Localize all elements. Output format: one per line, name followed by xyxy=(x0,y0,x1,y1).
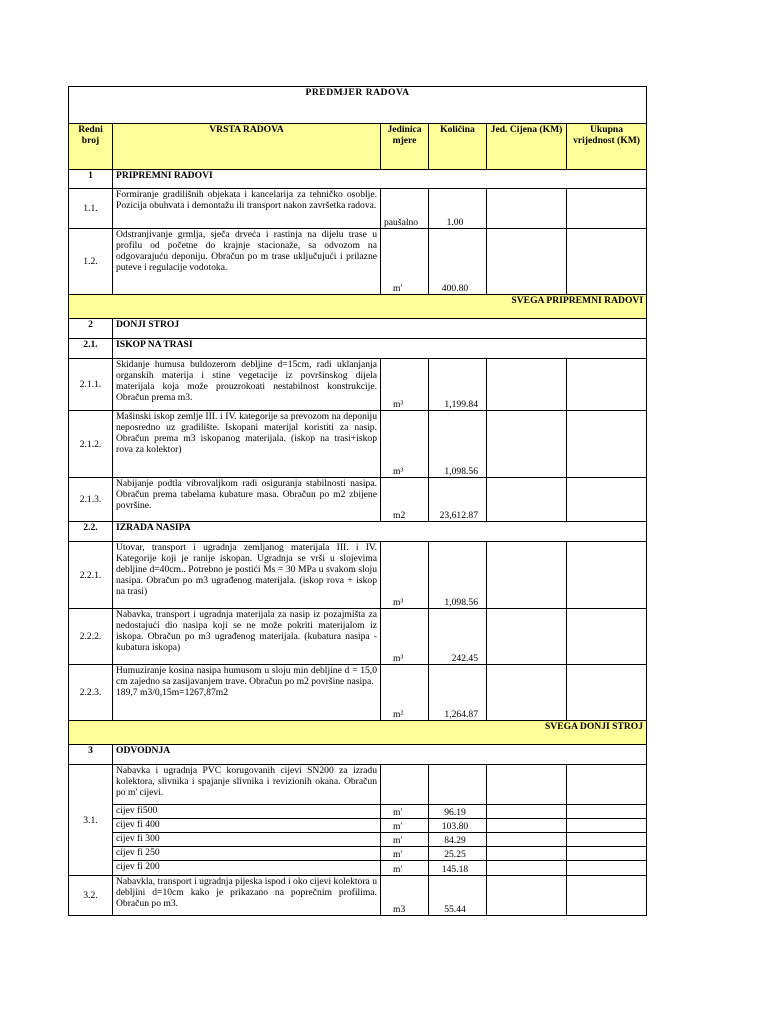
pipe-label: cijev fi500 xyxy=(113,805,381,819)
item-number: 2.1.2. xyxy=(69,411,113,478)
table-row xyxy=(69,411,647,478)
item-total xyxy=(567,609,647,665)
item-number: 2.2.2. xyxy=(69,609,113,665)
section-title: PRIPREMNI RADOVI xyxy=(113,170,647,189)
pipe-unit-price xyxy=(487,805,567,819)
header-ukupna-vrijednost: Ukupna vrijednost (KM) xyxy=(567,124,647,170)
item-quantity: 23,612.87 xyxy=(429,478,487,522)
section-total-row xyxy=(69,295,647,319)
item-quantity: 1,098.56 xyxy=(429,542,487,609)
table-row xyxy=(69,609,647,665)
header-redni-broj: Redni broj xyxy=(69,124,113,170)
item-total xyxy=(567,542,647,609)
pipe-label: cijev fi 300 xyxy=(113,833,381,847)
header-row xyxy=(69,124,647,170)
item-unit xyxy=(381,765,429,805)
item-description: Formiranje gradilišnih objekata i kancelarija za tehničko osoblje. Pozicija obuhvata i demontažu ili transport nakon završetka radova. xyxy=(113,189,381,229)
item-total xyxy=(567,876,647,916)
item-quantity: 1.00 xyxy=(429,189,487,229)
section-row xyxy=(69,319,647,339)
item-unit-price xyxy=(487,189,567,229)
pipe-row xyxy=(69,861,647,876)
item-quantity: 400.80 xyxy=(429,229,487,295)
item-unit-price xyxy=(487,609,567,665)
table-row xyxy=(69,665,647,721)
pipe-label: cijev fi 250 xyxy=(113,847,381,861)
table-row xyxy=(69,189,647,229)
item-number: 3.2. xyxy=(69,876,113,916)
item-quantity: 1,098.56 xyxy=(429,411,487,478)
header-jed-cijena: Jed. Cijena (KM) xyxy=(487,124,567,170)
item-unit-price xyxy=(487,229,567,295)
item-quantity: 242.45 xyxy=(429,609,487,665)
section-total-row xyxy=(69,721,647,745)
header-vrsta-radova: VRSTA RADOVA xyxy=(113,124,381,170)
item-number: 3.1. xyxy=(69,765,113,876)
item-unit-price xyxy=(487,411,567,478)
item-total xyxy=(567,478,647,522)
item-total xyxy=(567,665,647,721)
header-kolicina: Količina xyxy=(429,124,487,170)
item-unit-price xyxy=(487,542,567,609)
pipe-unit: m' xyxy=(381,847,429,861)
pipe-label: cijev fi 200 xyxy=(113,861,381,876)
section-row xyxy=(69,745,647,765)
item-total xyxy=(567,411,647,478)
item-description: Nabijanje podtla vibrovaljkom radi osiguranja stabilnosti nasipa. Obračun prema tabelama kubature masa. Obračun po m2 zbijene površine. xyxy=(113,478,381,522)
section-total-label: SVEGA PRIPREMNI RADOVI xyxy=(69,295,647,319)
section-number: 3 xyxy=(69,745,113,765)
table-row xyxy=(69,542,647,609)
item-unit: m³ xyxy=(381,359,429,411)
item-unit: m³ xyxy=(381,411,429,478)
item-number: 1.1. xyxy=(69,189,113,229)
table-row xyxy=(69,478,647,522)
item-quantity: 55.44 xyxy=(429,876,487,916)
pipe-total xyxy=(567,819,647,833)
item-description: Skidanje humusa buldozerom debljine d=15cm, radi uklanjanja organskih materija i stine vegetacije iz površinskog dijela materijala koja može prouzrokoati nestabilnost konstrukcije. Obračun prema m3. xyxy=(113,359,381,411)
pipe-unit: m' xyxy=(381,833,429,847)
subsection-row xyxy=(69,522,647,542)
item-number: 2.2.1. xyxy=(69,542,113,609)
pipe-unit-price xyxy=(487,819,567,833)
pipe-row xyxy=(69,819,647,833)
section-title: DONJI STROJ xyxy=(113,319,647,339)
pipe-total xyxy=(567,861,647,876)
subsection-title: IZRADA NASIPA xyxy=(113,522,647,542)
item-unit: m' xyxy=(381,229,429,295)
pipe-row xyxy=(69,833,647,847)
pipe-unit: m' xyxy=(381,805,429,819)
title-row xyxy=(69,87,647,124)
bill-of-quantities-table xyxy=(68,86,647,916)
subsection-number: 2.2. xyxy=(69,522,113,542)
pipe-row xyxy=(69,805,647,819)
item-unit: m² xyxy=(381,665,429,721)
item-description-cell xyxy=(113,665,381,721)
item-description: Nabavkla, transport i ugradnja pijeska ispod i oko cijevi kolektora u debljini d=10cm kako je prikazano na poprečnim profilima. Obračun po m3. xyxy=(113,876,381,916)
table-row xyxy=(69,876,647,916)
item-unit-price xyxy=(487,478,567,522)
item-quantity: 1,264.87 xyxy=(429,665,487,721)
section-title: ODVODNJA xyxy=(113,745,647,765)
subsection-row xyxy=(69,339,647,359)
item-description: Humuziranje kosina nasipa humusom u sloju min debljine d = 15,0 cm zajedno sa zasijavanjem trave. Obračun po m2 površine nasipa. xyxy=(116,665,377,687)
item-total xyxy=(567,189,647,229)
item-unit-price xyxy=(487,765,567,805)
item-description: Mašinski iskop zemlje III. i IV. kategorije sa prevozom na deponiju neposredno uz gradilište. Iskopani materijal koristiti za nasip. Obračun prema m3 iskopanog materijala. (iskop na trasi+iskop rova za kolektor) xyxy=(113,411,381,478)
subsection-title: ISKOP NA TRASI xyxy=(113,339,647,359)
pipe-total xyxy=(567,847,647,861)
pipe-unit-price xyxy=(487,847,567,861)
item-unit: m3 xyxy=(381,876,429,916)
subsection-number: 2.1. xyxy=(69,339,113,359)
table-row xyxy=(69,229,647,295)
pipe-quantity: 145.18 xyxy=(429,861,487,876)
item-number: 1.2. xyxy=(69,229,113,295)
item-quantity xyxy=(429,765,487,805)
item-quantity: 1,199.84 xyxy=(429,359,487,411)
section-number: 2 xyxy=(69,319,113,339)
header-jedinica-mjere: Jedinica mjere xyxy=(381,124,429,170)
pipe-row xyxy=(69,847,647,861)
table-row xyxy=(69,359,647,411)
section-number: 1 xyxy=(69,170,113,189)
section-total-label: SVEGA DONJI STROJ xyxy=(69,721,647,745)
item-unit-price xyxy=(487,876,567,916)
item-description: Odstranjivanje grmlja, sječa drveća i rastinja na dijelu trase u profilu od početne do krajnje stacionaže, sa odvozom na odgovarajuću deponiju. Obračun po m trase uključujući i prilazne puteve i regulacije vodotoka. xyxy=(113,229,381,295)
page-title: PREDMJER RADOVA xyxy=(69,87,647,124)
item-description: Nabavka i ugradnja PVC korugovanih cijevi SN200 za izradu kolektora, slivnika i spajanje slivnika i revizionih okana. Obračun po m' cijevi. xyxy=(113,765,381,805)
pipe-total xyxy=(567,833,647,847)
pipe-quantity: 25.25 xyxy=(429,847,487,861)
pipe-unit: m' xyxy=(381,819,429,833)
pipe-unit-price xyxy=(487,861,567,876)
item-number: 2.2.3. xyxy=(69,665,113,721)
pipe-unit: m' xyxy=(381,861,429,876)
table-row xyxy=(69,765,647,805)
pipe-quantity: 103.80 xyxy=(429,819,487,833)
item-total xyxy=(567,229,647,295)
pipe-quantity: 96.19 xyxy=(429,805,487,819)
item-unit-price xyxy=(487,359,567,411)
item-unit: m³ xyxy=(381,542,429,609)
section-row xyxy=(69,170,647,189)
item-unit: m³ xyxy=(381,609,429,665)
pipe-unit-price xyxy=(487,833,567,847)
item-unit: paušalno xyxy=(381,189,429,229)
item-number: 2.1.1. xyxy=(69,359,113,411)
item-description: Utovar, transport i ugradnja zemljanog materijala III. i IV. Kategorije koji je ranije iskopan. Ugradnja se vrši u slojevima debljine d=40cm.. Potrebno je postići Ms = 30 MPa u svakom sloju nasipa. Obračun po m3 ugrađenog materijala. (iskop rova + iskop na trasi) xyxy=(113,542,381,609)
item-unit-price xyxy=(487,665,567,721)
pipe-quantity: 84.29 xyxy=(429,833,487,847)
item-total xyxy=(567,765,647,805)
pipe-label: cijev fi 400 xyxy=(113,819,381,833)
item-description: Nabavka, transport i ugradnja materijala za nasip iz pozajmišta za nedostajući dio nasipa koji se ne može pokriti materijalom iz iskopa. Obračun po m3 ugrađenog materijala. (kubatura nasipa - kubatura iskopa) xyxy=(113,609,381,665)
item-total xyxy=(567,359,647,411)
item-number: 2.1.3. xyxy=(69,478,113,522)
item-unit: m2 xyxy=(381,478,429,522)
pipe-total xyxy=(567,805,647,819)
item-calculation-note: 189,7 m3/0,15m=1267,87m2 xyxy=(116,687,229,698)
